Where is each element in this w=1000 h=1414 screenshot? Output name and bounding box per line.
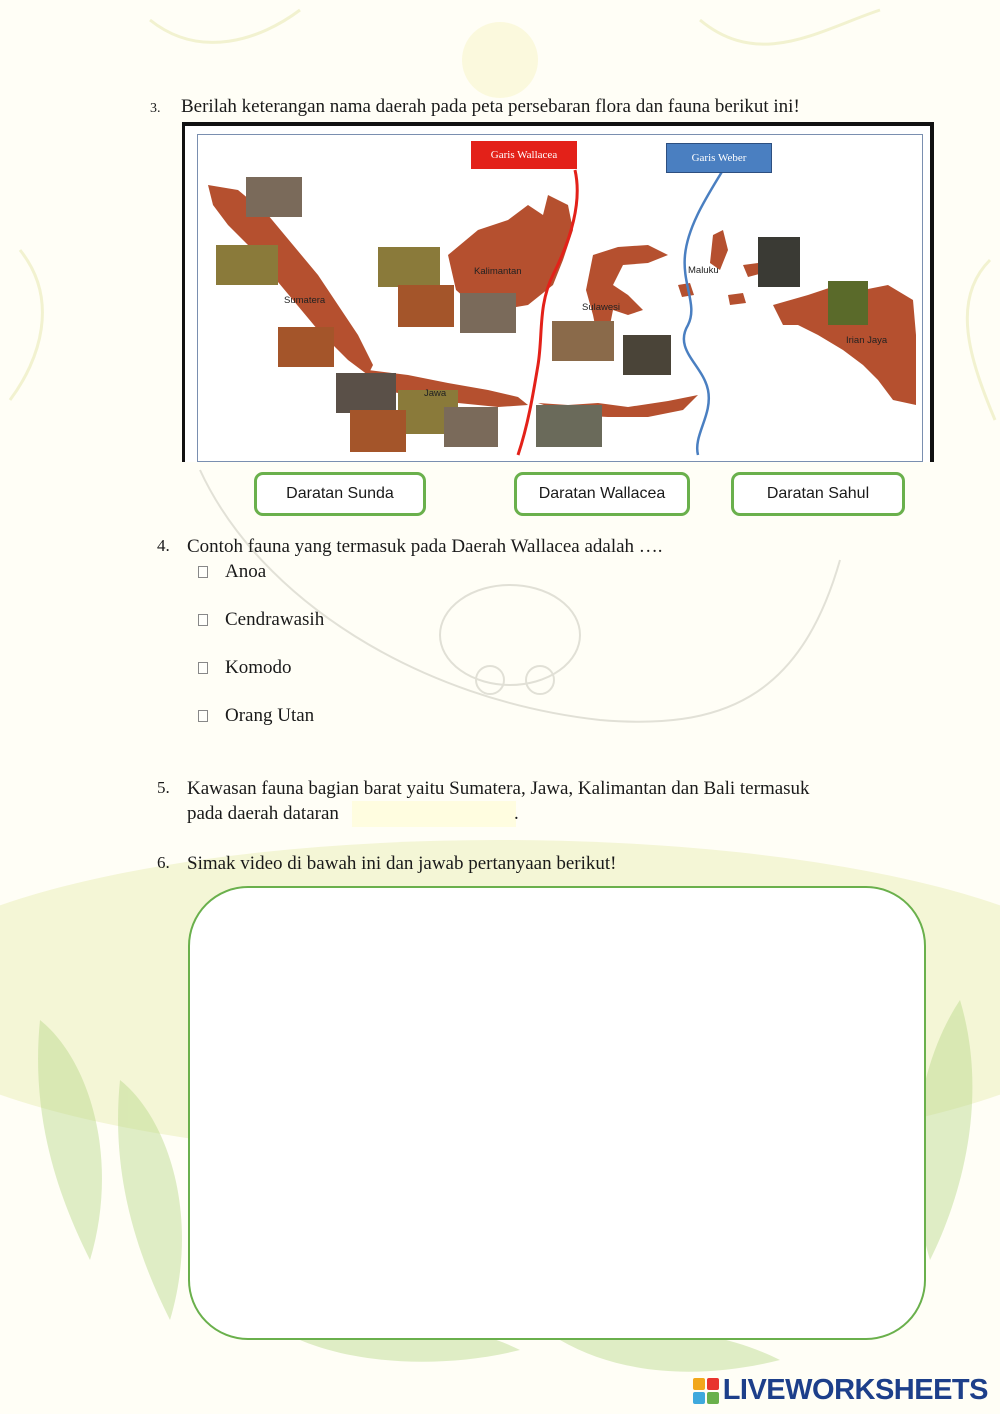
answer-daratan-wallacea[interactable]: Daratan Wallacea: [514, 472, 690, 516]
q4-option-komodo[interactable]: [198, 657, 292, 679]
option-label: Orang Utan: [225, 705, 315, 726]
option-label: Anoa: [225, 561, 267, 582]
orangutan-photo: [350, 410, 406, 452]
elephant-photo: [444, 407, 498, 447]
logo-text: LIVEWORKSHEETS: [722, 1374, 988, 1406]
q4-option-anoa[interactable]: [198, 561, 266, 583]
checkbox[interactable]: [198, 710, 208, 722]
checkbox[interactable]: [198, 662, 208, 674]
q4-option-orang-utan[interactable]: [198, 705, 314, 727]
rhino-photo: [336, 373, 396, 413]
komodo-photo: [536, 405, 602, 447]
answer-daratan-sunda[interactable]: Daratan Sunda: [254, 472, 426, 516]
liveworksheets-logo: [693, 1374, 988, 1407]
q5-line1: Kawasan fauna bagian barat yaitu Sumatera, Jawa, Kalimantan dan Bali termasuk: [187, 778, 810, 799]
q6-number: 6.: [157, 853, 170, 872]
kalimantan-island: [448, 195, 573, 310]
anoa-photo: [623, 335, 671, 375]
tiger-photo: [216, 245, 278, 285]
region-label-kalimantan: Kalimantan: [474, 266, 522, 277]
elephant-photo: [246, 177, 302, 217]
weber-line: [684, 170, 723, 455]
region-label-maluku: Maluku: [688, 265, 719, 276]
q4-number: 4.: [157, 536, 170, 555]
map-canvas: [197, 134, 923, 462]
q4-option-cendrawasih[interactable]: [198, 609, 324, 631]
fauna-map: [182, 122, 934, 462]
video-embed-area[interactable]: [188, 886, 926, 1340]
wallace-line-label: Garis Wallacea: [471, 141, 577, 169]
q5-answer-input[interactable]: [352, 801, 516, 827]
option-label: Komodo: [225, 657, 292, 678]
q4-text: Contoh fauna yang termasuk pada Daerah Wallacea adalah ….: [187, 536, 663, 557]
q5-number: 5.: [157, 778, 170, 797]
q6-text: Simak video di bawah ini dan jawab pertanyaan berikut!: [187, 853, 617, 874]
tiger-photo: [378, 247, 440, 287]
orangutan-photo: [278, 327, 334, 367]
babirusa-photo: [552, 321, 614, 361]
q5-period: .: [514, 803, 519, 824]
option-label: Cendrawasih: [225, 609, 325, 630]
answer-daratan-sahul[interactable]: Daratan Sahul: [731, 472, 905, 516]
checkbox[interactable]: [198, 566, 208, 578]
q3-text: Berilah keterangan nama daerah pada peta persebaran flora dan fauna berikut ini!: [181, 96, 800, 117]
region-label-jawa: Jawa: [424, 388, 447, 399]
logo-mark-icon: [693, 1378, 719, 1404]
region-label-sumatera: Sumatera: [284, 295, 326, 306]
bird-of-paradise-photo: [828, 281, 868, 325]
cassowary-photo: [758, 237, 800, 287]
elephant-photo: [460, 293, 516, 333]
orangutan-photo: [398, 285, 454, 327]
region-label-sulawesi: Sulawesi: [582, 302, 621, 313]
checkbox[interactable]: [198, 614, 208, 626]
q3-number: 3.: [150, 101, 161, 116]
weber-line-label: Garis Weber: [666, 143, 772, 173]
region-label-irian-jaya: Irian Jaya: [846, 335, 888, 346]
q5-line2: pada daerah dataran: [187, 803, 339, 824]
